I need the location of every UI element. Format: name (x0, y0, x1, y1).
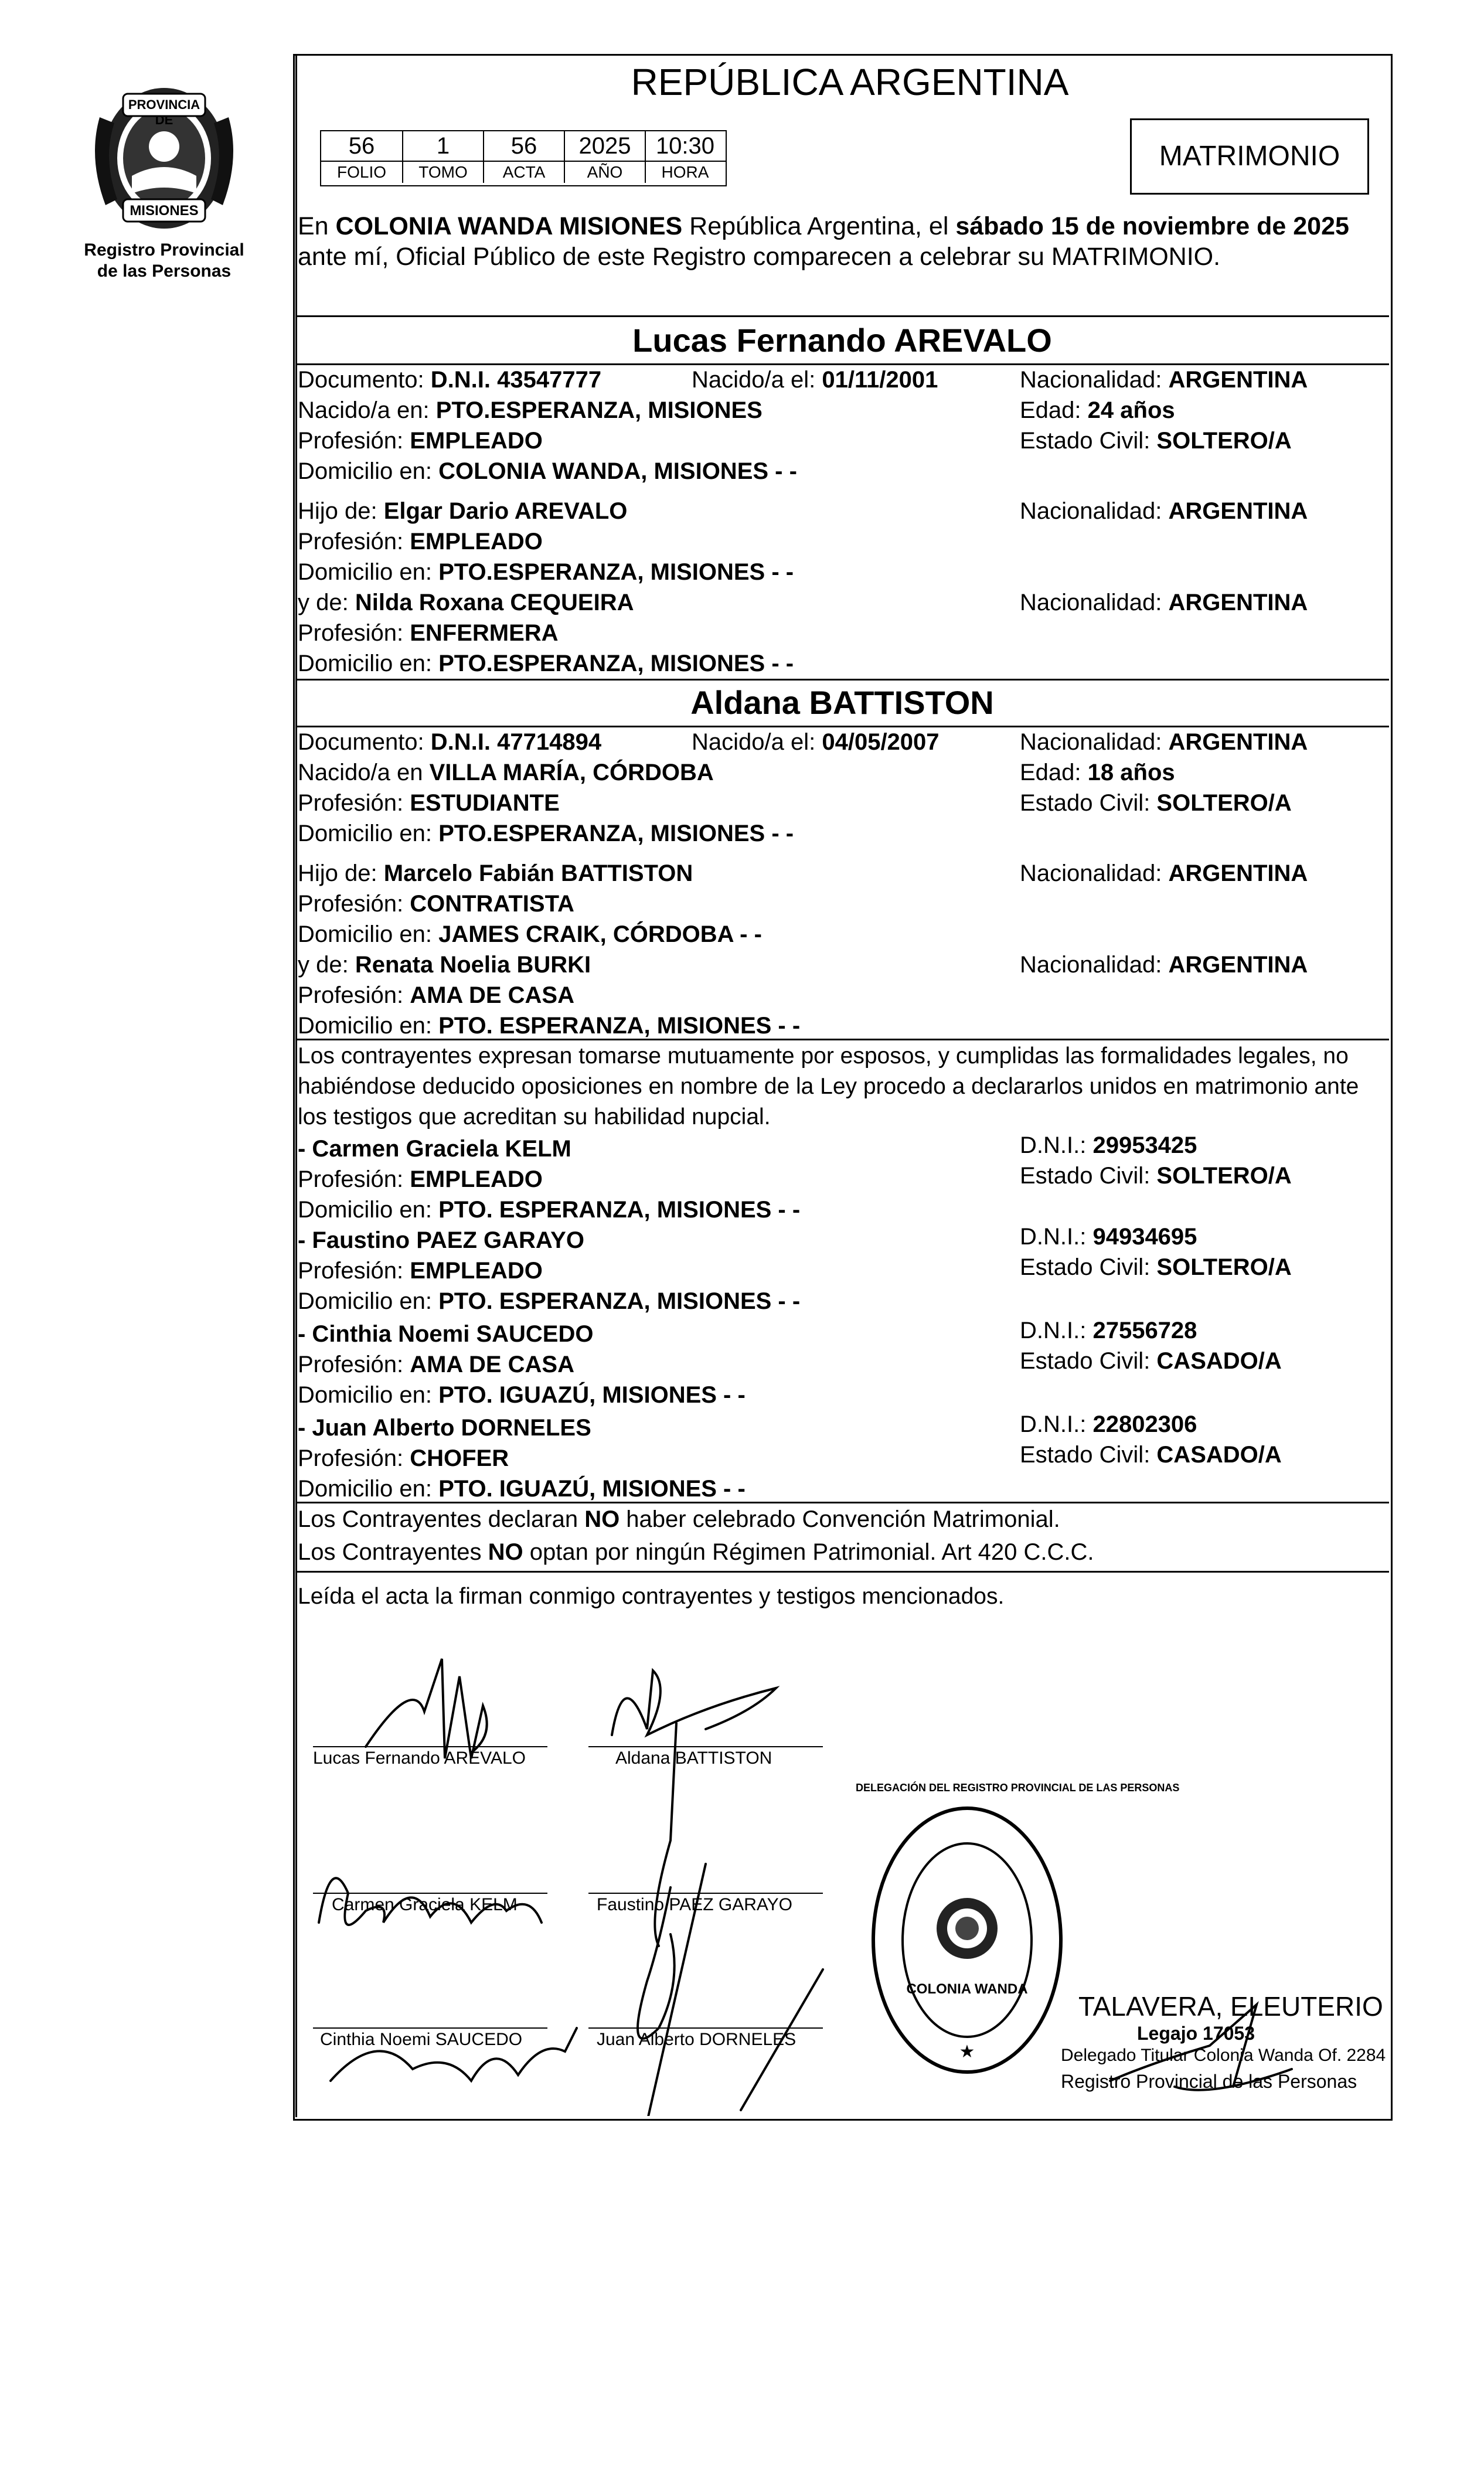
bride-mother-nat (1020, 951, 1308, 979)
intro-p2: República Argentina, el (682, 212, 956, 240)
witness-4-dom-label: Domicilio en: (298, 1476, 439, 1502)
divider-groom-top (295, 315, 1389, 317)
intro-line-2: ante mí, Oficial Público de este Registro comparecen a celebrar su MATRIMONIO. (298, 243, 1221, 271)
witness-3-dni-label: D.N.I.: (1020, 1318, 1093, 1343)
bride-bornin (298, 758, 714, 787)
bride-nat-value: ARGENTINA (1168, 729, 1308, 755)
groom-mother-nat-label: Nacionalidad: (1020, 590, 1169, 615)
witness-1-dom-label: Domicilio en: (298, 1197, 439, 1223)
seal-text-bottom: MISIONES (130, 203, 199, 219)
official-stamp-icon (867, 1799, 1067, 2081)
groom-mother-nat-value: ARGENTINA (1168, 590, 1308, 615)
tomo-label: TOMO (403, 162, 484, 183)
bride-nat-label: Nacionalidad: (1020, 729, 1169, 755)
witness-2-civil-value: SOLTERO/A (1156, 1254, 1292, 1280)
bride-father (298, 859, 693, 887)
witness-1-dni-value: 29953425 (1092, 1132, 1197, 1158)
groom-mother-prof (298, 619, 559, 647)
groom-doc (298, 366, 601, 394)
groom-mother-label: y de: (298, 590, 355, 615)
official-role: Delegado Titular Colonia Wanda Of. 2284 (1061, 2046, 1386, 2065)
bride-mother-prof-label: Profesión: (298, 982, 410, 1008)
groom-father-dom (298, 558, 794, 586)
document-type-box: MATRIMONIO (1130, 118, 1369, 195)
witness-3-prof (298, 1350, 574, 1379)
intro-date: sábado 15 de noviembre de 2025 (955, 212, 1349, 240)
seal-text-top: PROVINCIA DE (128, 97, 200, 127)
convention-line-1 (298, 1505, 1060, 1533)
bride-mother-value: Renata Noelia BURKI (355, 952, 591, 978)
bride-age-label: Edad: (1020, 760, 1088, 785)
groom-father-value: Elgar Dario AREVALO (383, 498, 628, 524)
bride-mother-prof (298, 981, 574, 1009)
groom-civil-value: SOLTERO/A (1156, 428, 1292, 454)
witness-4-name: - Juan Alberto DORNELES (298, 1415, 591, 1441)
bride-born-value: 04/05/2007 (822, 729, 940, 755)
bride-father-value: Marcelo Fabián BATTISTON (383, 860, 693, 886)
witness-4-prof-value: CHOFER (410, 1445, 509, 1471)
bride-mother-dom-label: Domicilio en: (298, 1013, 439, 1039)
groom-father-prof-label: Profesión: (298, 529, 410, 554)
bride-civil-label: Estado Civil: (1020, 790, 1157, 816)
intro-line-1 (298, 211, 1349, 241)
witness-1-dni (1020, 1131, 1197, 1159)
bride-doc-label: Documento: (298, 729, 431, 755)
groom-father-dom-label: Domicilio en: (298, 559, 439, 585)
witness-4-dom (298, 1475, 746, 1503)
bride-father-nat-label: Nacionalidad: (1020, 860, 1169, 886)
witness-3-dom-value: PTO. IGUAZÚ, MISIONES - - (438, 1382, 746, 1408)
witness-3-dom (298, 1381, 746, 1409)
convention-1c: haber celebrado Convención Matrimonial. (620, 1506, 1060, 1532)
bride-born (692, 728, 940, 756)
witness-3-prof-value: AMA DE CASA (410, 1352, 574, 1377)
stamp-inner-text: COLONIA WANDA (906, 1981, 1028, 1997)
divider-bride-name (295, 726, 1389, 727)
bride-age-value: 18 años (1087, 760, 1175, 785)
declaration-line-1: Los contrayentes expresan tomarse mutuamente por esposos, y cumplidas las formalidades legales, no (298, 1043, 1349, 1069)
witness-2-civil (1020, 1253, 1292, 1281)
bride-father-dom-value: JAMES CRAIK, CÓRDOBA - - (438, 921, 762, 947)
folio-value: 56 (321, 131, 403, 161)
bride-father-dom-label: Domicilio en: (298, 921, 439, 947)
convention-line-2 (298, 1538, 1094, 1566)
bride-father-dom (298, 920, 762, 948)
bride-doc-value: D.N.I. 47714894 (430, 729, 602, 755)
bride-father-nat (1020, 859, 1308, 887)
declaration-line-3: los testigos que acreditan su habilidad nupcial. (298, 1104, 771, 1129)
witness-4-civil-value: CASADO/A (1156, 1442, 1282, 1468)
tomo-value: 1 (403, 131, 484, 161)
bride-born-label: Nacido/a el: (692, 729, 822, 755)
acta-value: 56 (484, 131, 565, 161)
bride-father-nat-value: ARGENTINA (1168, 860, 1308, 886)
bride-father-prof-label: Profesión: (298, 891, 410, 917)
sign-caption-groom: Lucas Fernando AREVALO (313, 1748, 526, 1768)
sign-caption-w3: Cinthia Noemi SAUCEDO (320, 2030, 523, 2049)
bride-prof-label: Profesión: (298, 790, 410, 816)
bride-doc (298, 728, 601, 756)
witness-4-civil-label: Estado Civil: (1020, 1442, 1157, 1468)
groom-civil (1020, 427, 1292, 455)
groom-father-nat (1020, 497, 1308, 525)
witness-2-prof-label: Profesión: (298, 1258, 410, 1284)
bride-mother (298, 951, 591, 979)
witness-2-prof-value: EMPLEADO (410, 1258, 543, 1284)
groom-bornin-label: Nacido/a en: (298, 397, 436, 423)
bride-mother-dom-value: PTO. ESPERANZA, MISIONES - - (438, 1013, 801, 1039)
witness-1-civil-value: SOLTERO/A (1156, 1163, 1292, 1189)
groom-born-label: Nacido/a el: (692, 367, 822, 393)
bride-mother-label: y de: (298, 952, 355, 978)
witness-3-dom-label: Domicilio en: (298, 1382, 439, 1408)
sign-caption-w1: Carmen Graciela KELM (332, 1895, 518, 1914)
groom-dom (298, 457, 797, 485)
bride-father-label: Hijo de: (298, 860, 384, 886)
anio-label: AÑO (565, 162, 646, 183)
groom-prof-label: Profesión: (298, 428, 410, 454)
groom-born-value: 01/11/2001 (822, 367, 938, 393)
witness-3-dni (1020, 1316, 1197, 1345)
witness-1-prof (298, 1165, 543, 1193)
bride-father-prof (298, 890, 574, 918)
sign-caption-w4: Juan Alberto DORNELES (597, 2030, 797, 2049)
closing-text: Leída el acta la firman conmigo contrayentes y testigos mencionados. (298, 1584, 1005, 1609)
bride-bornin-value: VILLA MARÍA, CÓRDOBA (429, 760, 714, 785)
witness-2-dom (298, 1287, 800, 1315)
witness-2-civil-label: Estado Civil: (1020, 1254, 1157, 1280)
groom-nat-value: ARGENTINA (1168, 367, 1308, 393)
bride-bornin-label: Nacido/a en (298, 760, 430, 785)
witness-2-name: - Faustino PAEZ GARAYO (298, 1227, 584, 1253)
divider-closing (295, 1571, 1389, 1573)
bride-name: Aldana BATTISTON (690, 684, 994, 721)
witness-2-dni-value: 94934695 (1092, 1224, 1197, 1250)
groom-father-nat-label: Nacionalidad: (1020, 498, 1169, 524)
witness-2-dni (1020, 1223, 1197, 1251)
anio-value: 2025 (565, 131, 646, 161)
witness-3-civil-label: Estado Civil: (1020, 1348, 1157, 1374)
witness-2-dni-label: D.N.I.: (1020, 1224, 1093, 1250)
hora-label: HORA (661, 163, 709, 181)
groom-mother-nat (1020, 588, 1308, 617)
witness-1-prof-value: EMPLEADO (410, 1166, 543, 1192)
groom-civil-label: Estado Civil: (1020, 428, 1157, 454)
witness-4-prof (298, 1444, 509, 1472)
groom-dom-label: Domicilio en: (298, 458, 439, 484)
bride-mother-dom (298, 1012, 800, 1040)
page-title: REPÚBLICA ARGENTINA (631, 61, 1069, 103)
official-legajo: Legajo 17053 (1137, 2023, 1255, 2044)
witness-3-prof-label: Profesión: (298, 1352, 410, 1377)
witness-4-dni-label: D.N.I.: (1020, 1411, 1093, 1437)
sign-caption-bride: Aldana BATTISTON (615, 1748, 772, 1768)
bride-dom-label: Domicilio en: (298, 821, 439, 846)
witness-3-civil (1020, 1347, 1282, 1375)
stamp-ring-text: DELEGACIÓN DEL REGISTRO PROVINCIAL DE LAS PERSONAS (856, 1782, 1180, 1794)
bride-dom-value: PTO.ESPERANZA, MISIONES - - (438, 821, 794, 846)
official-stamp (856, 1782, 1180, 2081)
bride-mother-prof-value: AMA DE CASA (410, 982, 574, 1008)
groom-father-label: Hijo de: (298, 498, 384, 524)
witness-1-civil (1020, 1162, 1292, 1190)
convention-1b: NO (584, 1506, 620, 1532)
witness-4-civil (1020, 1441, 1282, 1469)
bride-civil (1020, 789, 1292, 817)
witness-1-dom-value: PTO. ESPERANZA, MISIONES - - (438, 1197, 801, 1223)
witness-1-civil-label: Estado Civil: (1020, 1163, 1157, 1189)
groom-mother-dom-label: Domicilio en: (298, 651, 439, 676)
witness-2-prof (298, 1257, 543, 1285)
groom-nat-label: Nacionalidad: (1020, 367, 1169, 393)
bride-mother-nat-value: ARGENTINA (1168, 952, 1308, 978)
logo-caption-1: Registro Provincial (84, 240, 244, 260)
groom-prof-value: EMPLEADO (410, 428, 543, 454)
groom-mother-dom-value: PTO.ESPERANZA, MISIONES - - (438, 651, 794, 676)
logo-caption-2: de las Personas (97, 261, 232, 281)
convention-2c: optan por ningún Régimen Patrimonial. Art 420 C.C.C. (523, 1539, 1094, 1565)
witness-1-name: - Carmen Graciela KELM (298, 1136, 571, 1162)
bride-mother-nat-label: Nacionalidad: (1020, 952, 1169, 978)
convention-2a: Los Contrayentes (298, 1539, 488, 1565)
groom-age-value: 24 años (1087, 397, 1175, 423)
divider-groom-name (295, 363, 1389, 365)
witness-3-dni-value: 27556728 (1092, 1318, 1197, 1343)
witness-1-dni-label: D.N.I.: (1020, 1132, 1093, 1158)
official-registry: Registro Provincial de las Personas (1061, 2071, 1357, 2092)
groom-born (692, 366, 938, 394)
bride-nat (1020, 728, 1308, 756)
groom-mother-dom (298, 649, 794, 678)
groom-father-prof-value: EMPLEADO (410, 529, 543, 554)
convention-1a: Los Contrayentes declaran (298, 1506, 585, 1532)
sign-caption-w2: Faustino PAEZ GARAYO (597, 1895, 792, 1914)
divider-bride-top (295, 679, 1389, 681)
groom-age (1020, 396, 1175, 424)
groom-mother-prof-value: ENFERMERA (410, 620, 559, 646)
groom-doc-label: Documento: (298, 367, 431, 393)
witness-1-dom (298, 1196, 800, 1224)
divider-declaration (295, 1039, 1389, 1040)
witness-4-dni-value: 22802306 (1092, 1411, 1197, 1437)
groom-mother (298, 588, 634, 617)
registry-logo (82, 82, 246, 234)
bride-father-prof-value: CONTRATISTA (410, 891, 574, 917)
groom-doc-value: D.N.I. 43547777 (430, 367, 602, 393)
svg-text:★: ★ (959, 2042, 975, 2062)
folio-label: FOLIO (321, 162, 403, 183)
witness-4-dom-value: PTO. IGUAZÚ, MISIONES - - (438, 1476, 746, 1502)
witness-1-prof-label: Profesión: (298, 1166, 410, 1192)
intro-place: COLONIA WANDA MISIONES (335, 212, 683, 240)
groom-mother-prof-label: Profesión: (298, 620, 410, 646)
bride-prof (298, 789, 560, 817)
groom-father (298, 497, 627, 525)
intro-p1: En (298, 212, 336, 240)
groom-name: Lucas Fernando AREVALO (632, 322, 1052, 359)
groom-dom-value: COLONIA WANDA, MISIONES - - (438, 458, 797, 484)
divider-convention (295, 1502, 1389, 1503)
groom-father-nat-value: ARGENTINA (1168, 498, 1308, 524)
groom-father-dom-value: PTO.ESPERANZA, MISIONES - - (438, 559, 794, 585)
convention-2b: NO (488, 1539, 523, 1565)
witness-3-name: - Cinthia Noemi SAUCEDO (298, 1321, 594, 1347)
groom-bornin-value: PTO.ESPERANZA, MISIONES (435, 397, 763, 423)
witness-2-dom-value: PTO. ESPERANZA, MISIONES - - (438, 1288, 801, 1314)
bride-dom (298, 819, 794, 848)
hora-value: 10:30 (655, 133, 715, 159)
declaration-line-2: habiéndose deducido oposiciones en nombre de la Ley procedo a declararlos unidos en matrimonio ante (298, 1074, 1359, 1099)
bride-age (1020, 758, 1175, 787)
witness-4-prof-label: Profesión: (298, 1445, 410, 1471)
groom-prof (298, 427, 543, 455)
bride-prof-value: ESTUDIANTE (410, 790, 560, 816)
bride-civil-value: SOLTERO/A (1156, 790, 1292, 816)
groom-nat (1020, 366, 1308, 394)
acta-label: ACTA (484, 162, 565, 183)
groom-signature (366, 1659, 487, 1758)
witness-2-dom-label: Domicilio en: (298, 1288, 439, 1314)
groom-mother-value: Nilda Roxana CEQUEIRA (355, 590, 634, 615)
groom-age-label: Edad: (1020, 397, 1088, 423)
witness-3-civil-value: CASADO/A (1156, 1348, 1282, 1374)
witness-4-dni (1020, 1410, 1197, 1438)
official-name: TALAVERA, ELEUTERIO (1078, 1991, 1383, 2022)
groom-bornin (298, 396, 763, 424)
groom-father-prof (298, 528, 543, 556)
